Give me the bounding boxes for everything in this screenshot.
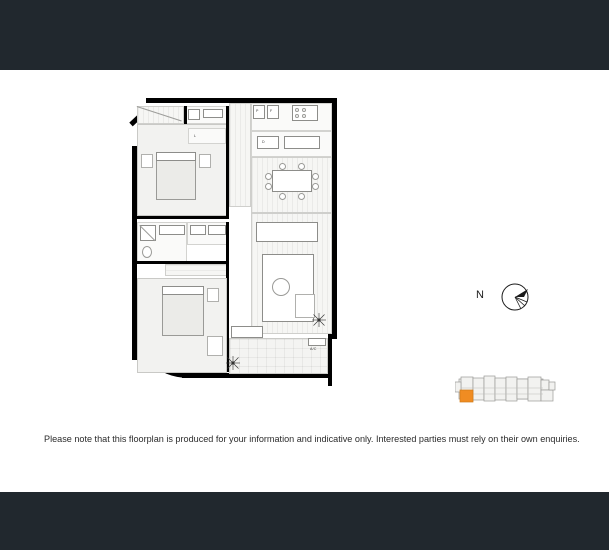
dining-chair-3 bbox=[312, 173, 319, 180]
tv-unit bbox=[256, 222, 318, 242]
wall-internal-d bbox=[137, 261, 229, 264]
ac-unit bbox=[308, 338, 326, 346]
shower-1 bbox=[188, 109, 200, 120]
dining-chair-6 bbox=[298, 163, 305, 170]
washer-dryer bbox=[208, 225, 226, 235]
laundry-tub bbox=[190, 225, 206, 235]
bedside-table-2 bbox=[199, 154, 211, 168]
fridge-label: F bbox=[270, 109, 273, 113]
linen-label: L bbox=[194, 134, 197, 138]
fridge bbox=[267, 105, 279, 119]
wall-right-lower bbox=[328, 334, 332, 386]
window-mullion-1 bbox=[330, 168, 331, 196]
burner-4 bbox=[302, 114, 306, 118]
pantry-cupboard bbox=[253, 105, 265, 119]
bedroom-2-chair bbox=[207, 336, 223, 356]
floorplan-drawing bbox=[132, 98, 340, 414]
wall-internal-a bbox=[184, 106, 187, 124]
north-label: N bbox=[476, 289, 484, 301]
entry-hall bbox=[229, 103, 251, 207]
dishwasher bbox=[257, 136, 279, 149]
dining-chair-2 bbox=[265, 183, 272, 190]
burner-3 bbox=[295, 114, 299, 118]
plant-icon-1 bbox=[312, 313, 326, 327]
bedhead-1 bbox=[156, 152, 196, 161]
compass-north-icon bbox=[493, 280, 537, 314]
dining-chair-5 bbox=[279, 163, 286, 170]
key-plan-highlight bbox=[460, 390, 473, 402]
dishwasher-label: D bbox=[262, 140, 265, 144]
north-point bbox=[476, 280, 538, 314]
disclaimer-text: Please note that this floorplan is produced for your information and indicative only. Interested parties must rely on their own enquiries. bbox=[44, 434, 580, 445]
vanity-1 bbox=[203, 109, 223, 118]
bedhead-2 bbox=[162, 286, 204, 295]
dining-chair-1 bbox=[265, 173, 272, 180]
bedside-table-1 bbox=[141, 154, 153, 168]
burner-1 bbox=[295, 108, 299, 112]
kitchen-bench bbox=[284, 136, 320, 149]
window-mullion-2 bbox=[330, 238, 331, 266]
wall-internal-b bbox=[137, 216, 229, 219]
coffee-table bbox=[272, 278, 290, 296]
bottom-band bbox=[0, 492, 609, 550]
page-content bbox=[0, 70, 609, 492]
toilet bbox=[142, 246, 152, 258]
wardrobe-2 bbox=[165, 264, 227, 276]
building-key-plan-icon bbox=[455, 368, 561, 416]
pantry-label: P bbox=[256, 109, 259, 113]
dining-chair-4 bbox=[312, 183, 319, 190]
key-plan bbox=[455, 368, 561, 416]
vanity-2 bbox=[159, 225, 185, 235]
wall-right-upper bbox=[332, 98, 337, 338]
plant-icon-2 bbox=[226, 356, 240, 370]
air-conditioning-label: A/C bbox=[310, 347, 317, 351]
burner-2 bbox=[302, 108, 306, 112]
dining-chair-8 bbox=[298, 193, 305, 200]
top-band bbox=[0, 0, 609, 70]
bedside-table-3 bbox=[207, 288, 219, 302]
dining-table bbox=[272, 170, 312, 192]
dining-chair-7 bbox=[279, 193, 286, 200]
bed-2 bbox=[162, 294, 204, 336]
bed-1 bbox=[156, 160, 196, 200]
balcony-seat bbox=[231, 326, 263, 338]
